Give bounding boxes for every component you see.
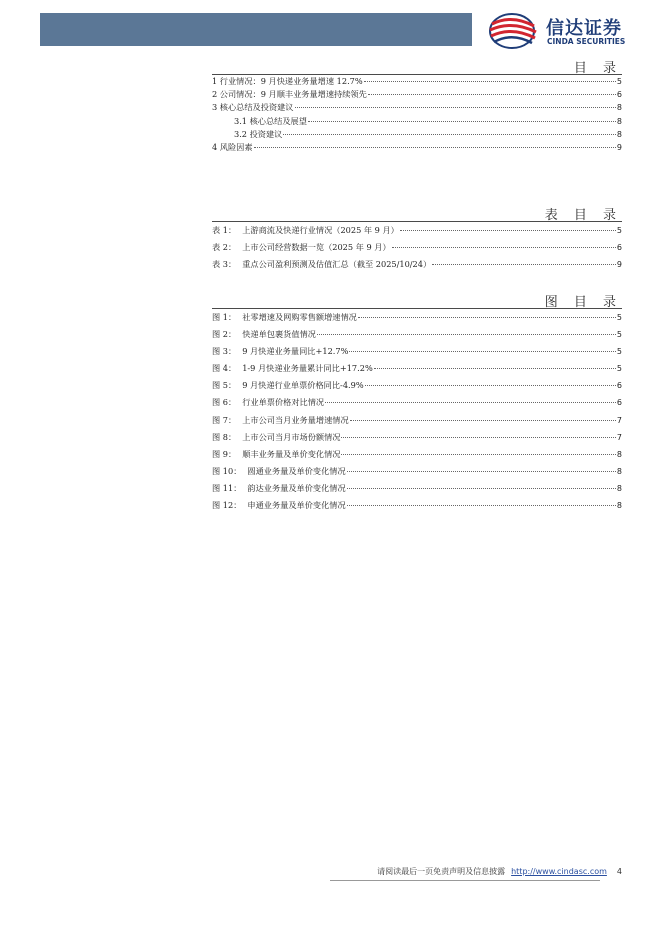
dot-leader: [308, 121, 616, 122]
entry-page-number: 8: [616, 501, 622, 511]
footer-disclaimer: 请阅读最后一页免责声明及信息披露: [377, 867, 506, 876]
contents-title: 目 录: [573, 61, 622, 76]
dot-leader: [365, 385, 616, 386]
dot-leader: [283, 134, 616, 135]
entry-page-number: 9: [616, 142, 622, 152]
toc-entry[interactable]: [212, 429, 622, 446]
toc-entry[interactable]: [212, 480, 622, 497]
entry-page-number: 7: [616, 415, 622, 425]
dot-leader: [364, 81, 616, 82]
entry-label: 图 2：: [212, 329, 237, 340]
entry-caption: 顺丰业务量及单价变化情况: [242, 448, 341, 459]
toc-entry[interactable]: [212, 222, 622, 239]
dot-leader: [325, 402, 616, 403]
entry-page-number: 5: [616, 347, 622, 357]
entry-page-number: 6: [616, 90, 622, 100]
entry-page-number: 5: [616, 330, 622, 340]
entry-page-number: 6: [616, 381, 622, 391]
toc-entry[interactable]: [212, 309, 622, 326]
toc-entry[interactable]: [212, 101, 622, 114]
entry-label: 表 1：: [212, 225, 237, 235]
entry-page-number: 6: [616, 243, 622, 253]
page-number: 4: [616, 867, 622, 876]
dot-leader: [341, 454, 615, 455]
toc-entry[interactable]: [212, 88, 622, 101]
entry-caption: 重点公司盈利预测及估值汇总（截至 2025/10/24）: [242, 259, 432, 270]
entry-label: 表 2：: [212, 242, 237, 253]
dot-leader: [392, 247, 616, 248]
dot-leader: [347, 505, 616, 506]
entry-caption: 社零增速及网购零售额增速情况: [242, 312, 357, 322]
entry-page-number: 7: [616, 432, 622, 442]
entry-label: 图 11：: [212, 482, 242, 493]
entry-label: 图 6：: [212, 397, 237, 408]
entry-page-number: 8: [616, 129, 622, 139]
toc-entry[interactable]: [212, 256, 622, 273]
entry-caption: 9 月快递行业单票价格同比-4.9%: [242, 380, 364, 391]
dot-leader: [254, 147, 616, 148]
entry-page-number: 8: [616, 103, 622, 113]
header-bar: [40, 13, 472, 46]
entry-label: 图 5：: [212, 380, 237, 391]
toc-entry[interactable]: [212, 326, 622, 343]
toc-entry[interactable]: [212, 412, 622, 429]
entry-label: 图 3：: [212, 346, 237, 357]
entry-caption: 韵达业务量及单价变化情况: [247, 482, 346, 493]
dot-leader: [350, 420, 616, 421]
toc-entry[interactable]: [212, 239, 622, 256]
toc-entry[interactable]: [212, 128, 622, 141]
entry-caption: 上市公司当月业务量增速情况: [242, 414, 349, 425]
toc-entry[interactable]: [212, 115, 622, 128]
entry-label: 图 12：: [212, 500, 242, 511]
dot-leader: [374, 368, 616, 369]
dot-leader: [358, 317, 616, 318]
toc-entry[interactable]: [212, 75, 622, 88]
brand-name-en: CINDA SECURITIES: [547, 37, 626, 46]
entry-caption: 申通业务量及单价变化情况: [247, 500, 346, 511]
toc-entry[interactable]: [212, 497, 622, 514]
dot-leader: [295, 107, 616, 108]
dot-leader: [341, 437, 615, 438]
entry-label: 表 3：: [212, 259, 237, 270]
dot-leader: [349, 351, 616, 352]
toc-entry[interactable]: [212, 360, 622, 377]
entry-text: 2 公司情况：9 月顺丰业务量增速持续领先: [212, 89, 367, 100]
entry-label: 图 4：: [212, 363, 237, 374]
entry-page-number: 5: [616, 77, 622, 86]
entry-caption: 1-9 月快递业务量累计同比+17.2%: [242, 363, 373, 374]
entry-page-number: 9: [616, 260, 622, 270]
brand-name-cn: 信达证券: [546, 18, 622, 39]
entry-text: 3.1 核心总结及展望: [234, 115, 307, 126]
entry-text: 4 风险因素: [212, 141, 253, 152]
cinda-globe-icon: [484, 12, 544, 50]
entry-label: 图 1：: [212, 312, 237, 322]
entry-label: 图 10：: [212, 465, 242, 476]
entry-label: 图 9：: [212, 448, 237, 459]
entry-page-number: 8: [616, 116, 622, 126]
entry-caption: 上市公司当月市场份额情况: [242, 431, 341, 442]
entry-caption: 9 月快递业务量同比+12.7%: [242, 346, 349, 357]
dot-leader: [368, 94, 616, 95]
entry-text: 1 行业情况：9 月快递业务量增速 12.7%: [212, 76, 363, 86]
dot-leader: [317, 334, 616, 335]
entry-caption: 快递单包裹货值情况: [242, 329, 316, 340]
contents-list: [212, 75, 622, 154]
entry-page-number: 8: [616, 483, 622, 493]
entry-caption: 上游商流及快递行业情况（2025 年 9 月）: [242, 225, 399, 235]
toc-entry[interactable]: [212, 446, 622, 463]
footer: [377, 866, 622, 877]
entry-page-number: 6: [616, 398, 622, 408]
toc-entry[interactable]: [212, 463, 622, 480]
dot-leader: [347, 471, 616, 472]
toc-entry[interactable]: [212, 394, 622, 411]
dot-leader: [432, 264, 616, 265]
entry-page-number: 5: [616, 364, 622, 374]
entry-page-number: 5: [616, 226, 622, 235]
toc-entry[interactable]: [212, 141, 622, 154]
tables-title: 表 目 录: [544, 208, 622, 223]
entry-caption: 上市公司经营数据一览（2025 年 9 月）: [242, 242, 391, 253]
dot-leader: [400, 230, 616, 231]
cinda-logo: [484, 12, 644, 52]
figures-list: [212, 309, 622, 514]
footer-rule: [330, 880, 600, 881]
toc-entry[interactable]: [212, 377, 622, 394]
toc-entry[interactable]: [212, 343, 622, 360]
entry-caption: 行业单票价格对比情况: [242, 397, 325, 408]
entry-page-number: 8: [616, 466, 622, 476]
entry-text: 3.2 投资建议: [234, 128, 283, 139]
entry-page-number: 5: [616, 313, 622, 322]
entry-label: 图 8：: [212, 431, 237, 442]
entry-page-number: 8: [616, 449, 622, 459]
tables-list: [212, 222, 622, 273]
entry-caption: 圆通业务量及单价变化情况: [247, 465, 346, 476]
footer-url-link[interactable]: http://www.cindasc.com: [511, 867, 607, 876]
dot-leader: [347, 488, 616, 489]
entry-label: 图 7：: [212, 414, 237, 425]
figures-title: 图 目 录: [544, 295, 622, 310]
entry-text: 3 核心总结及投资建议: [212, 102, 294, 113]
